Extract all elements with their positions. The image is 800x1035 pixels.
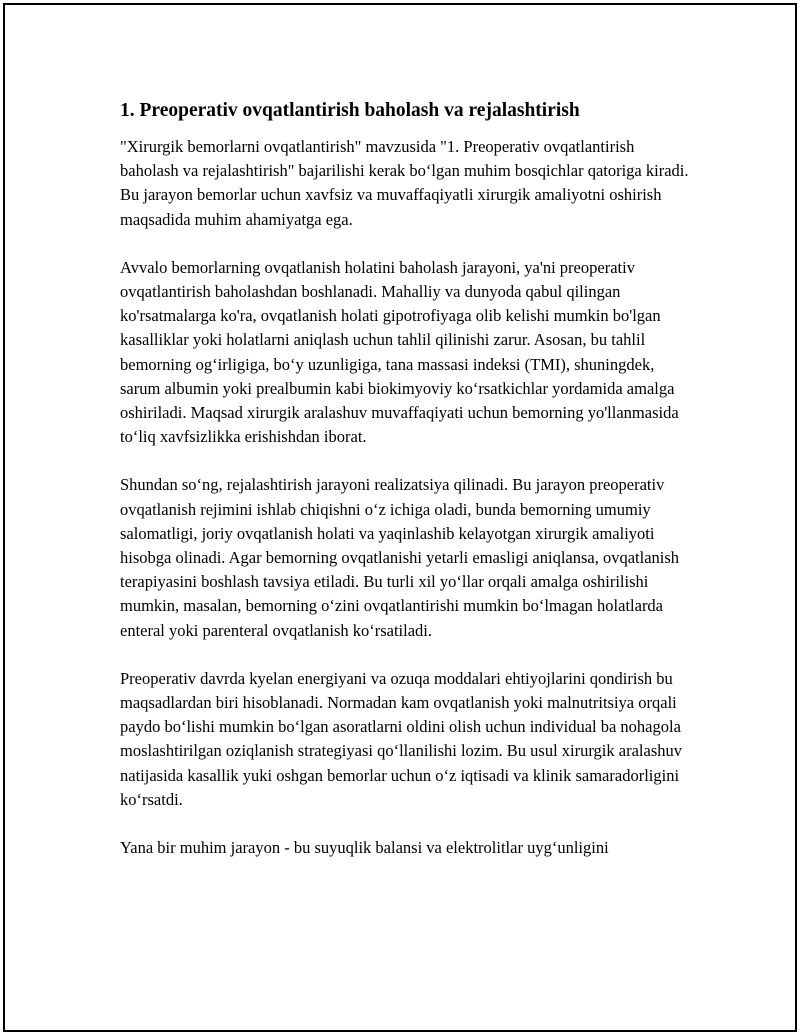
page-frame — [3, 3, 797, 1032]
section-heading: 1. Preoperativ ovqatlantirish baholash va rejalashtirish — [120, 100, 580, 121]
paragraph-assessment: Avvalo bemorlarning ovqatlanish holatini baholash jarayoni, ya'ni preoperativ ovqatlantirish baholashdan boshlanadi. Mahalliy va dunyoda qabul qilingan ko'rsatmalarga ko'ra, ovqatlanish holati gipotrofiyaga olib kelishi mumkin bo'lgan kasalliklar yoki holatlarni aniqlash uchun tahlil qilinishi zarur. Asosan, bu tahlil bemorning og‘irligiga, bo‘y uzunligiga, tana massasi indeksi (TMI), shuningdek, sarum albumin yoki prealbumin kabi biokimyoviy ko‘rsatkichlar yordamida amalga oshiriladi. Maqsad xirurgik aralashuv muvaffaqiyati uchun bemorning yo'llanmasida to‘liq xavfsizlikka erishishdan iborat. — [120, 257, 679, 447]
document-body — [120, 97, 695, 884]
paragraph-energy-needs: Preoperativ davrda kyelan energiyani va ozuqa moddalari ehtiyojlarini qondirish bu maqsadlardan biri hisoblanadi. Normadan kam ovqatlanish yoki malnutritsiya orqali paydo bo‘lishi mumkin bo‘lgan asoratlarni oldini olish uchun individual ba nohagola moslashtirilgan oziqlanish strategiyasi qo‘llanilishi lozim. Bu usul xirurgik aralashuv natijasida kasallik yuki oshgan bemorlar uchun o‘z iqtisadi va klinik samaradorligini ko‘rsatdi. — [120, 668, 682, 809]
paragraph-fluid-balance: Yana bir muhim jarayon - bu suyuqlik balansi va elektrolitlar uyg‘unligini — [120, 838, 609, 858]
paragraph-intro: "Xirurgik bemorlarni ovqatlantirish" mavzusida "1. Preoperativ ovqatlantirish baholash va rejalashtirish" bajarilishi kerak bo‘lgan muhim bosqichlar qatoriga kiradi. Bu jarayon bemorlar uchun xavfsiz va muvaffaqiyatli xirurgik amaliyotni oshirish maqsadida muhim ahamiyatga ega. — [120, 137, 689, 229]
paragraph-planning: Shundan so‘ng, rejalashtirish jarayoni realizatsiya qilinadi. Bu jarayon preoperativ ovqatlanish rejimini ishlab chiqishni o‘z ichiga oladi, bunda bemorning umumiy salomatligi, joriy ovqatlanish holati va yaqinlashib kelayotgan xirurgik amaliyoti hisobga olinadi. Agar bemorning ovqatlanishi yetarli emasligi aniqlansa, ovqatlanish terapiyasini boshlash tavsiya etiladi. Bu turli xil yo‘llar orqali amalga oshirilishi mumkin, masalan, bemorning o‘zini ovqatlantirishi mumkin bo‘lmagan holatlarda enteral yoki parenteral ovqatlanish ko‘rsatiladi. — [120, 475, 680, 640]
